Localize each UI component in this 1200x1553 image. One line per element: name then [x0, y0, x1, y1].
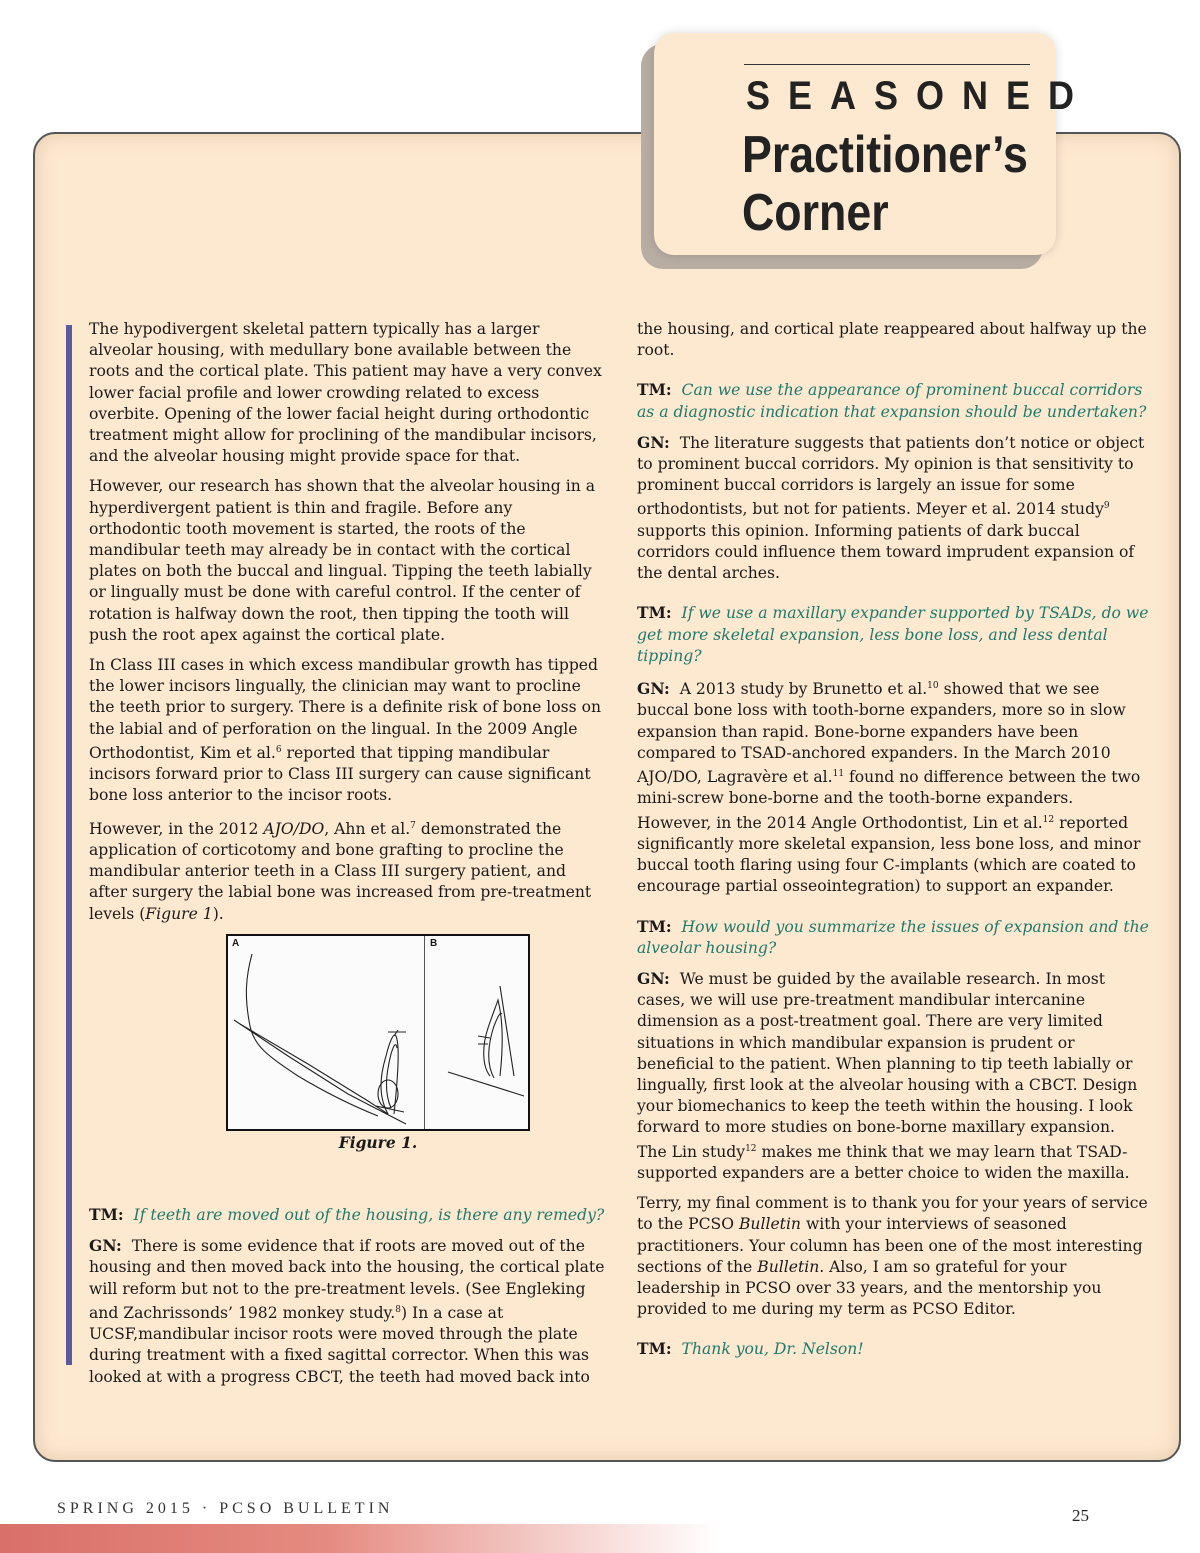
text-run: However, in the 2012 [89, 819, 264, 838]
journal-name: AJO/DO [263, 819, 325, 838]
left-column [89, 319, 605, 934]
text-run: demonstrated the application of corticotomy and bone grafting to procline the mandibular anterior teeth in a Class III surgery patient, and after surgery the labial bone was increased from pre-treatment levels ( [89, 819, 592, 923]
publication-name: Bulletin [757, 1257, 820, 1276]
footnote-ref: 12 [1042, 814, 1055, 825]
speaker-label: TM: [637, 603, 672, 623]
header-rule [744, 64, 1030, 65]
interview-answer [637, 676, 1149, 898]
footnote-ref: 8 [395, 1304, 401, 1315]
left-accent-bar [66, 325, 72, 1365]
footnote-ref: 10 [927, 681, 939, 692]
text-run: supports this opinion. Informing patients of dark buccal corridors could influence them toward imprudent expansion of the dental arches. [637, 521, 1135, 583]
text-run: found no difference between the two mini-screw bone-borne and the tooth-borne expanders. However, in the 2014 Angle Orthodontist, Lin et al. [637, 768, 1141, 832]
question-text: Can we use the appearance of prominent buccal corridors as a diagnostic indication that expansion should be undertaken? [637, 381, 1147, 421]
speaker-label: TM: [637, 380, 672, 400]
publication-name: Bulletin [738, 1215, 801, 1234]
header-kicker: SEASONED [746, 74, 1093, 118]
paragraph: the housing, and cortical plate reappeared about halfway up the root. [637, 320, 1147, 360]
left-column-continued [89, 1186, 605, 1397]
question-text: Thank you, Dr. Nelson! [681, 1340, 864, 1359]
footnote-ref: 7 [410, 820, 416, 831]
interview-answer [89, 1235, 605, 1388]
speaker-label: TM: [89, 1205, 124, 1224]
text-run: reported significantly more skeletal expansion, less bone loss, and minor buccal tooth flaring using four C-implants (which are coated to encourage partial osseointegration) to support an expander. [637, 813, 1141, 896]
paragraph [89, 816, 605, 925]
text-run: reported that tipping mandibular incisors forward prior to Class III surgery can cause significant bone loss anterior to the incisor roots. [89, 744, 591, 805]
interview-question [637, 1338, 1149, 1360]
paragraph: However, our research has shown that the alveolar housing in a hyperdivergent patient is thin and fragile. Before any orthodontic tooth movement is started, the roots of the mandibular teeth may already be in contact with the cortical plates on both the buccal and lingual. Tipping the teeth labially or lingually must be done with careful control. If the center of rotation is halfway down the root, then tipping the tooth will push the root apex against the cortical plate. [89, 477, 596, 644]
figure-panel-label: B [430, 938, 438, 949]
interview-question [637, 379, 1149, 422]
figure-ref: Figure 1 [145, 904, 213, 923]
figure-panel-label: A [232, 938, 240, 949]
speaker-label: TM: [637, 1339, 672, 1359]
interview-answer [637, 968, 1149, 1184]
figure-1 [226, 934, 530, 1131]
header-title-line1: Practitioner’s [742, 126, 1028, 184]
text-run: The literature suggests that patients don’t notice or object to prominent buccal corridors. My opinion is that sensitivity to prominent buccal corridors is largely an issue for some orthodontists, but not for patients. Meyer et al. 2014 study [637, 433, 1145, 519]
footnote-ref: 12 [745, 1143, 757, 1154]
paragraph: The hypodivergent skeletal pattern typically has a larger alveolar housing, with medullary bone available between the roots and the cortical plate. This patient may have a very convex lower facial profile and lower crowding related to excess overbite. Opening of the lower facial height during orthodontic treatment might allow for proclining of the mandibular incisors, and the alveolar housing might provide space for that. [89, 320, 602, 466]
interview-question [637, 916, 1149, 959]
interview-question [89, 1204, 605, 1226]
right-column [637, 319, 1149, 1370]
interview-question [637, 602, 1149, 667]
figure-caption: Figure 1. [338, 1133, 418, 1152]
text-run: . Also, I am so grateful for your leadership in PCSO over 33 years, and the mentorship you provided to me during my term as PCSO Editor. [637, 1257, 1102, 1319]
paragraph [89, 655, 605, 807]
footnote-ref: 6 [275, 744, 282, 755]
text-run: , Ahn et al. [324, 819, 411, 838]
text-run: In Class III cases in which excess mandibular growth has tipped the lower incisors lingually, the clinician may want to procline the teeth prior to surgery. There is a definite risk of bone loss on the labial and of perforation on the lingual. In the 2009 Angle Orthodontist, Kim et al. [89, 656, 602, 763]
speaker-label: GN: [637, 969, 670, 989]
tooth-tracing-drawing [228, 936, 528, 1129]
header-title [742, 126, 1028, 242]
footnote-ref: 9 [1103, 501, 1110, 512]
text-run: showed that we see buccal bone loss with tooth-borne expanders, more so in slow expansion than rapid. Bone-borne expanders have been compared to TSAD-anchored expanders. In the March 2010 AJO/DO, Lagravère et al. [637, 680, 1126, 787]
speaker-label: TM: [637, 916, 672, 936]
header-title-line2: Corner [742, 184, 889, 242]
speaker-label: GN: [637, 432, 670, 452]
text-run: ). [212, 904, 224, 923]
question-text: How would you summarize the issues of expansion and the alveolar housing? [637, 917, 1149, 957]
text-run: There is some evidence that if roots are moved out of the housing and then moved back into the housing, the cortical plate will reform but not to the pre-treatment levels. (See Engleking and Zachrissonds’ 1982 monkey study. [89, 1237, 605, 1322]
interview-answer [637, 432, 1149, 585]
speaker-label: GN: [89, 1236, 122, 1256]
text-run: with your interviews of seasoned practitioners. Your column has been one of the most interesting sections of the [637, 1215, 1143, 1276]
page-number: 25 [1072, 1506, 1089, 1525]
footnote-ref: 11 [832, 769, 845, 780]
footer-stripe [0, 1524, 720, 1553]
text-run: makes me think that we may learn that TSAD-supported expanders are a better choice to widen the maxilla. [637, 1142, 1130, 1183]
text-run: ) In a case at UCSF,mandibular incisor roots were moved through the plate during treatment with a fixed sagittal corrector. When this was looked at with a progress CBCT, the teeth had moved back into [89, 1304, 590, 1386]
paragraph [637, 1193, 1149, 1320]
question-text: If we use a maxillary expander supported by TSADs, do we get more skeletal expansion, less bone loss, and less dental tipping? [637, 604, 1149, 665]
text-run: Terry, my final comment is to thank you for your years of service to the PCSO [637, 1194, 1148, 1234]
speaker-label: GN: [637, 679, 670, 699]
text-run: A 2013 study by Brunetto et al. [679, 680, 928, 699]
footer-issue: SPRING 2015 · PCSO BULLETIN [57, 1500, 394, 1517]
question-text: If teeth are moved out of the housing, is there any remedy? [133, 1206, 605, 1224]
text-run: We must be guided by the available research. In most cases, we will use pre-treatment mandibular intercanine dimension as a post-treatment goal. There are very limited situations in which mandibular expansion is prudent or beneficial to the patient. When planning to tip teeth labially or lingually, first look at the alveolar housing with a CBCT. Design your biomechanics to keep the teeth within the housing. I look forward to more studies on bone-borne maxillary expansion. The Lin study [637, 970, 1138, 1161]
